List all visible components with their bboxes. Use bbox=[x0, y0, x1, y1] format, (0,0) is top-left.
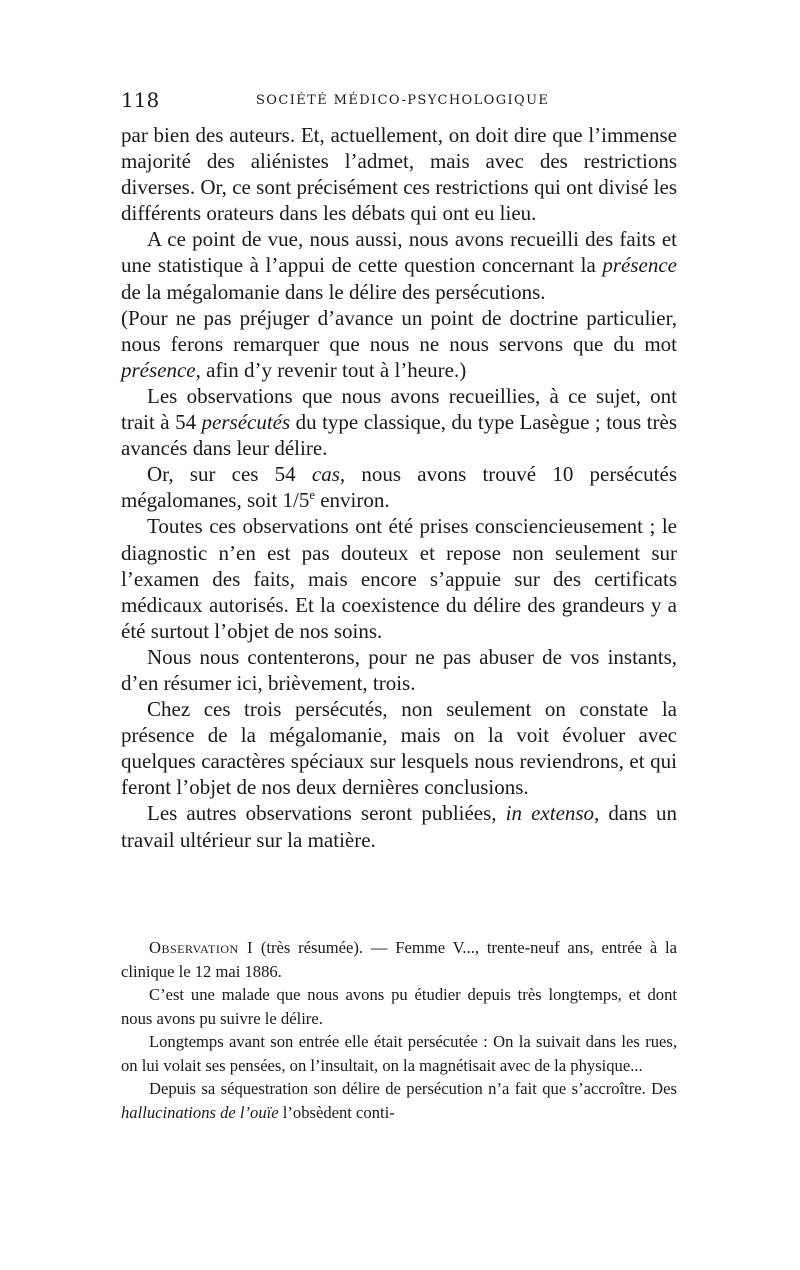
paragraph-cases: Or, sur ces 54 cas, nous avons trouvé 10 persécutés mégalomanes, soit 1/5e environ. bbox=[121, 462, 677, 513]
emphasis-presence: présence bbox=[121, 357, 196, 382]
emphasis-hallucinations: hallucinations de l’ouïe bbox=[121, 1102, 279, 1122]
emphasis-in-extenso: in extenso bbox=[505, 801, 595, 826]
observation-section bbox=[121, 936, 677, 1124]
paragraph-summary: Nous nous contenterons, pour ne pas abuser de vos instants, d’en résumer ici, brièvement, trois. bbox=[121, 644, 677, 695]
main-text bbox=[121, 122, 677, 853]
page-number: 118 bbox=[121, 88, 160, 112]
emphasis-cas: cas bbox=[311, 462, 340, 487]
paragraph-statistics: A ce point de vue, nous aussi, nous avons recueilli des faits et une statistique à l’appui de cette question concernant la présence de la mégalomanie dans le délire des persécutions. bbox=[121, 227, 677, 304]
observation-paragraph: C’est une malade que nous avons pu étudier depuis très longtemps, et dont nous avons pu suivre le délire. bbox=[121, 985, 677, 1028]
paragraph-diagnosis: Toutes ces observations ont été prises consciencieusement ; le diagnostic n’en est pas douteux et repose non seulement sur l’examen des faits, mais encore s’appuie sur des certificats médicaux autorisés. Et la coexistence du délire des grandeurs y a été surtout l’objet de nos soins. bbox=[121, 514, 677, 643]
paragraph-observations: Les observations que nous avons recueillies, à ce sujet, ont trait à 54 persécutés du type classique, du type Lasègue ; tous très avancés dans leur délire. bbox=[121, 383, 677, 461]
emphasis-presence: présence bbox=[602, 253, 677, 278]
paragraph-three-cases: Chez ces trois persécutés, non seulement on constate la présence de la mégalomanie, mais on la voit évoluer avec quelques caractères spéciaux sur lesquels nous reviendrons, et qui feront l’objet de nos deux dernières conclusions. bbox=[121, 697, 677, 800]
paragraph-publication: Les autres observations seront publiées, in extenso, dans un travail ultérieur sur la matière. bbox=[121, 801, 677, 852]
emphasis-persecutes: persécutés bbox=[201, 410, 291, 435]
observation-heading-paragraph: Observation I (très résumée). — Femme V..., trente-neuf ans, entrée à la clinique le 12 mai 1886. bbox=[121, 938, 677, 981]
observation-heading: Observation I bbox=[149, 938, 253, 957]
paragraph-parenthetical: (Pour ne pas préjuger d’avance un point de doctrine particulier, nous ferons remarquer que nous ne nous servons que du mot présence, afin d’y revenir tout à l’heure.) bbox=[121, 305, 677, 382]
page-header bbox=[121, 88, 677, 114]
observation-paragraph: Depuis sa séquestration son délire de persécution n’a fait que s’accroître. Des hallucinations de l’ouïe l’obsèdent conti- bbox=[121, 1079, 677, 1122]
observation-paragraph: Longtemps avant son entrée elle était persécutée : On la suivait dans les rues, on lui volait ses pensées, on l’insultait, on la magnétisait avec de la physique... bbox=[121, 1032, 677, 1075]
running-head: SOCIÉTÉ MÉDICO-PSYCHOLOGIQUE bbox=[256, 93, 550, 108]
paragraph-continuation: par bien des auteurs. Et, actuellement, on doit dire que l’immense majorité des aliénistes l’admet, mais avec des restrictions diverses. Or, ce sont précisément ces restrictions qui ont divisé les différents orateurs dans les débats qui ont eu lieu. bbox=[121, 123, 677, 226]
